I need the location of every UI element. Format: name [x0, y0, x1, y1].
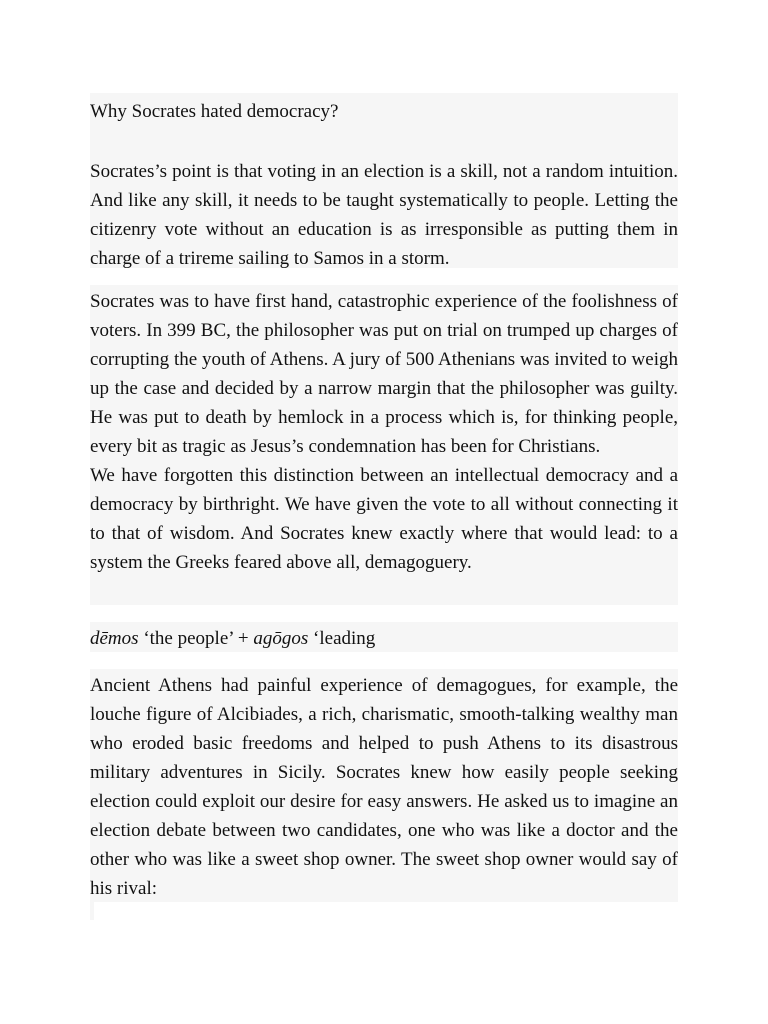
intro-section [90, 93, 678, 268]
etymology-term-agogos: agōgos [253, 628, 309, 649]
etymology-gloss-leading: ‘leading [308, 628, 376, 649]
etymology-line [90, 622, 678, 652]
paragraph-trial: Socrates was to have first hand, catastrophic experience of the foolishness of voters. In 399 BC, the philosopher was put on trial on trumped up charges of corrupting the youth of Athens. A jury of 500 Athenians was invited to weigh up the case and decided by a narrow margin that the philosopher was guilty. He was put to death by hemlock in a process which is, for thinking people, every bit as tragic as Jesus’s condemnation has been for Christians. [90, 291, 678, 457]
etymology-term-demos: dēmos [90, 628, 139, 649]
trial-section [90, 285, 678, 605]
paragraph-distinction: We have forgotten this distinction between an intellectual democracy and a democracy by birthright. We have given the vote to all without connecting it to that of wisdom. And Socrates knew exactly where that would lead: to a system the Greeks feared above all, demagoguery. [90, 465, 678, 573]
paragraph-demagogues: Ancient Athens had painful experience of demagogues, for example, the louche figure of Alcibiades, a rich, charismatic, smooth-talking wealthy man who eroded basic freedoms and helped to push Athens to its disastrous military adventures in Sicily. Socrates knew how easily people seeking election could exploit our desire for easy answers. He asked us to imagine an election debate between two candidates, one who was like a doctor and the other who was like a sweet shop owner. The sweet shop owner would say of his rival: [90, 675, 678, 899]
section-continuation-marker [90, 902, 94, 920]
etymology-gloss-people: ‘the people’ + [138, 628, 254, 649]
demagogues-section [90, 669, 678, 902]
article-title: Why Socrates hated democracy? [90, 101, 339, 122]
paragraph-skill: Socrates’s point is that voting in an election is a skill, not a random intuition. And like any skill, it needs to be taught systematically to people. Letting the citizenry vote without an education is as irresponsible as putting them in charge of a trireme sailing to Samos in a storm. [90, 161, 678, 269]
